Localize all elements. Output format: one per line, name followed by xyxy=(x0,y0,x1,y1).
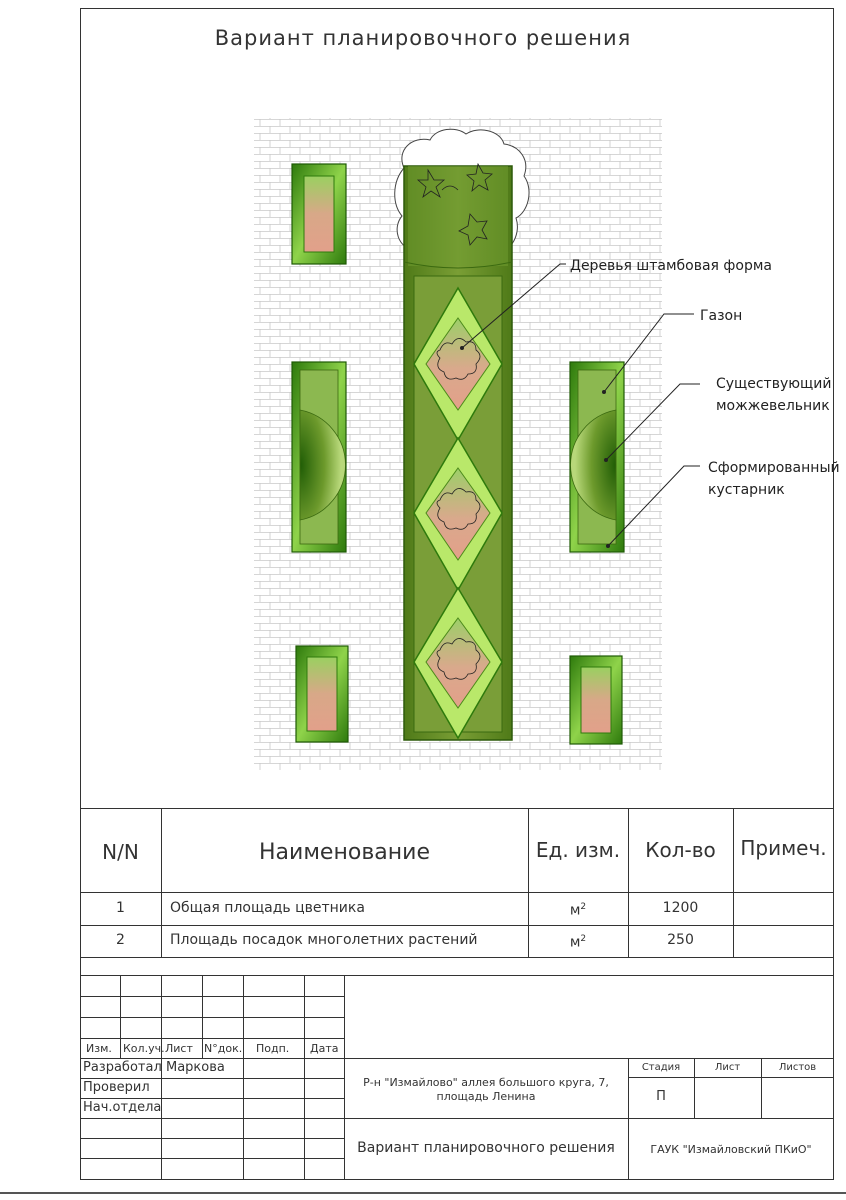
organization-name: ГАУК "Измайловский ПКиО" xyxy=(650,1143,812,1156)
drawing-title: Вариант планировочного решения xyxy=(214,26,632,50)
role-checker: Проверил xyxy=(83,1080,150,1095)
callout-shrub-line1: Сформированный xyxy=(708,460,840,476)
header-unit: Ед. изм. xyxy=(535,838,621,862)
callout-lawn: Газон xyxy=(700,308,743,324)
col-kol: Кол.уч. xyxy=(123,1042,165,1055)
header-num: N/N xyxy=(102,840,139,864)
callout-juniper-line2: можжевельник xyxy=(716,398,830,414)
address-text: Р-н "Измайлово" аллея большого круга, 7, площадь Ленина xyxy=(363,1076,609,1103)
small-bed-top-left xyxy=(292,164,346,264)
name-developer: Маркова xyxy=(166,1060,225,1075)
header-note: Примеч. xyxy=(740,836,827,860)
callout-shrub-line2: кустарник xyxy=(708,482,785,498)
col-izm: Изм. xyxy=(86,1042,112,1055)
callout-trees: Деревья штамбовая форма xyxy=(570,258,772,274)
col-data: Дата xyxy=(310,1042,339,1055)
header-qty: Кол-во xyxy=(645,838,716,862)
shrub-bed-left xyxy=(292,362,346,552)
sheets-header: Листов xyxy=(778,1062,817,1073)
role-developer: Разработал xyxy=(83,1060,162,1075)
col-podp: Подп. xyxy=(256,1042,290,1055)
role-head: Нач.отдела xyxy=(83,1100,162,1115)
page-bottom-rule xyxy=(0,1192,846,1194)
callout-juniper-line1: Существующий xyxy=(716,376,832,392)
small-bed-bottom-right xyxy=(570,656,622,744)
stage-value: П xyxy=(656,1089,666,1104)
stage-header: Стадия xyxy=(641,1062,681,1073)
sheet-header: Лист xyxy=(714,1062,741,1073)
col-list: Лист xyxy=(165,1042,193,1055)
header-name: Наименование xyxy=(259,840,430,865)
shrub-bed-right xyxy=(570,362,624,552)
small-bed-bottom-left xyxy=(296,646,348,742)
col-ndok: N°док. xyxy=(204,1042,243,1055)
drawing-name: Вариант планировочного решения xyxy=(357,1140,615,1156)
